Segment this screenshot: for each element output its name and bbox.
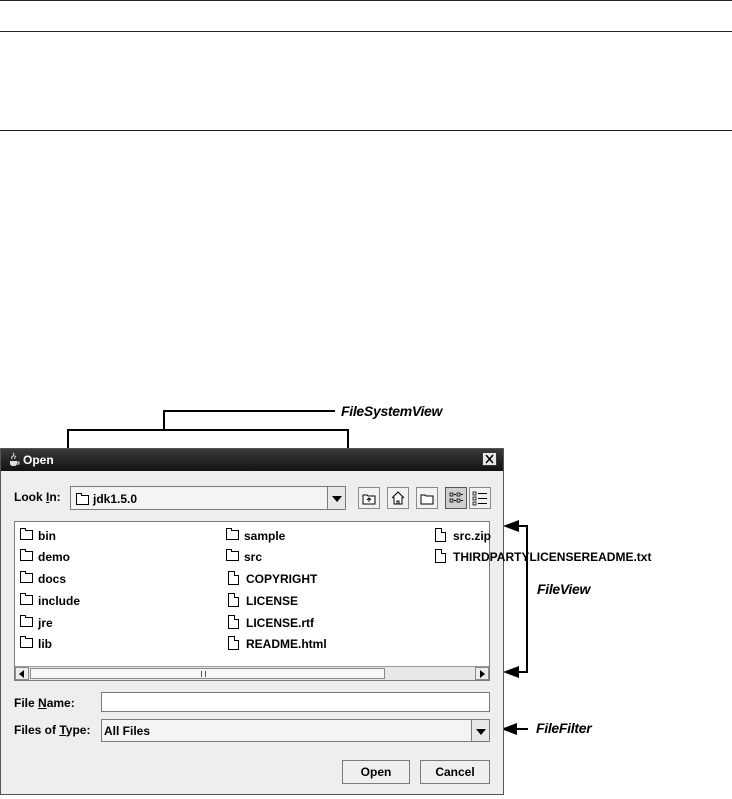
file-name: src.zip [453,529,492,543]
file-name-input[interactable] [102,693,489,711]
fileview-callout: FileView [537,581,591,597]
file-name: docs [38,572,67,586]
file-icon [228,615,239,629]
file-name: jre [38,616,53,630]
files-of-type-label-pre: Files of [14,723,60,737]
look-in-label-post: n: [49,490,61,504]
folder-icon [20,530,33,540]
file-name-label-post: ame: [46,696,75,710]
file-icon [228,593,239,607]
file-name: THIRDPARTYLICENSEREADME.txt [453,550,652,564]
file-name-field[interactable] [101,692,490,712]
file-name: include [38,594,81,608]
folder-icon [226,530,239,540]
files-of-type-dropdown-button[interactable] [471,720,489,741]
scroll-right-button[interactable] [475,667,489,680]
folder-icon [20,573,33,583]
dialog-title: Open [23,453,54,467]
top-rule-3 [0,130,732,131]
home-button[interactable] [387,487,409,509]
file-name: demo [38,550,71,564]
file-name: LICENSE [246,594,299,608]
new-folder-button[interactable] [416,487,438,509]
filesystemview-callout: FileSystemView [341,403,443,419]
up-folder-button[interactable] [358,487,380,509]
file-name-label-mnemonic: N [38,696,47,710]
filefilter-callout: FileFilter [536,720,592,736]
look-in-label-pre: Look [14,490,46,504]
folder-icon [20,617,33,627]
fsv-stem [163,410,165,431]
close-button[interactable] [482,452,497,466]
files-of-type-value: All Files [104,724,151,738]
fv-bottom-arrow [503,666,519,678]
file-icon [435,549,446,563]
file-name: COPYRIGHT [246,572,318,586]
file-icon [228,571,239,585]
new-folder-icon [417,488,437,508]
details-view-button[interactable] [469,487,491,509]
look-in-combo[interactable] [70,486,346,510]
file-name-label-pre: File [14,696,39,710]
files-of-type-label-mnemonic: T [59,723,66,737]
look-in-dropdown-button[interactable] [327,487,345,509]
file-name-label [14,696,75,710]
look-in-value: jdk1.5.0 [93,492,138,506]
fv-top-arrow [503,520,519,532]
folder-icon [20,638,33,648]
file-name: bin [38,529,56,543]
top-rule-2 [0,31,732,32]
scrollbar-grip-icon [201,671,206,677]
list-view-button[interactable] [445,487,467,509]
folder-icon [20,551,33,561]
details-view-icon [470,488,490,508]
file-icon [435,528,446,542]
folder-icon [226,551,239,561]
dialog-titlebar [1,449,503,471]
horizontal-scrollbar[interactable] [15,666,489,680]
close-icon [483,453,496,465]
folder-icon [76,495,89,505]
files-of-type-label-post: ype: [65,723,91,737]
look-in-label [14,490,61,504]
fsv-leader-line [163,410,335,412]
file-name: src [244,550,263,564]
up-folder-icon [359,488,379,508]
cancel-button[interactable]: Cancel [420,760,490,784]
scrollbar-thumb[interactable] [30,668,385,679]
folder-icon [20,595,33,605]
files-of-type-combo[interactable] [101,719,490,742]
file-name: sample [244,529,286,543]
file-name: lib [38,637,52,651]
fsv-bracket-top [67,429,349,431]
file-name: LICENSE.rtf [246,616,315,630]
look-in-label-mnemonic: I [46,490,50,504]
files-of-type-label [14,723,90,737]
file-icon [228,636,239,650]
open-button[interactable]: Open [342,760,410,784]
java-cup-icon [7,453,20,467]
top-rule-1 [0,0,732,1]
file-name: README.html [246,637,327,651]
fv-vertical [526,525,528,673]
home-icon [388,488,408,508]
scroll-left-button[interactable] [15,667,29,680]
list-view-icon [446,488,466,508]
